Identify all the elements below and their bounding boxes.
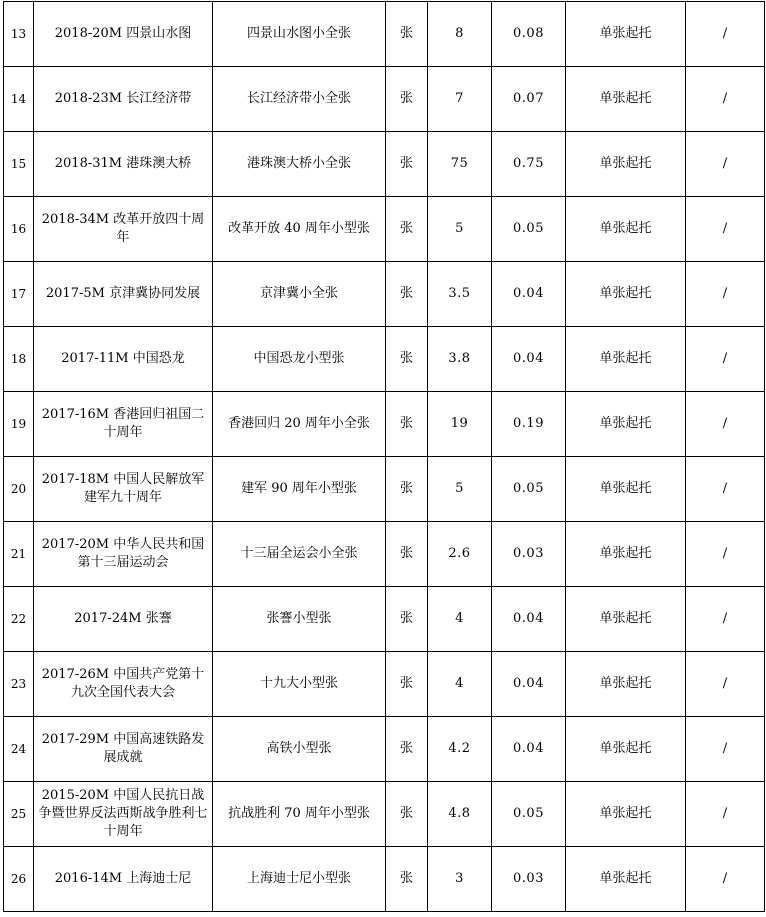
unit-cell: 张 (386, 197, 428, 262)
quantity-cell: 3.8 (428, 327, 492, 392)
issue-name-cell: 2018-20M 四景山水图 (34, 2, 213, 67)
custody-type-cell: 单张起托 (566, 197, 686, 262)
fee-cell: 0.04 (492, 652, 566, 717)
remark-cell: / (686, 327, 765, 392)
table-row (4, 587, 765, 652)
sheet-name-cell: 抗战胜利 70 周年小型张 (213, 782, 386, 847)
table-row (4, 847, 765, 912)
sheet-name-cell: 上海迪士尼小型张 (213, 847, 386, 912)
table-row (4, 262, 765, 327)
table-row (4, 132, 765, 197)
custody-type-cell: 单张起托 (566, 782, 686, 847)
table-row (4, 457, 765, 522)
table-row (4, 717, 765, 782)
quantity-cell: 3.5 (428, 262, 492, 327)
remark-cell: / (686, 392, 765, 457)
issue-name-cell: 2018-34M 改革开放四十周年 (34, 197, 213, 262)
unit-cell: 张 (386, 132, 428, 197)
sheet-name-cell: 香港回归 20 周年小全张 (213, 392, 386, 457)
fee-cell: 0.05 (492, 457, 566, 522)
custody-type-cell: 单张起托 (566, 392, 686, 457)
issue-name-cell: 2016-14M 上海迪士尼 (34, 847, 213, 912)
unit-cell: 张 (386, 587, 428, 652)
row-number-cell: 24 (4, 717, 34, 782)
fee-cell: 0.07 (492, 67, 566, 132)
custody-type-cell: 单张起托 (566, 587, 686, 652)
quantity-cell: 4.2 (428, 717, 492, 782)
quantity-cell: 8 (428, 2, 492, 67)
quantity-cell: 4 (428, 587, 492, 652)
remark-cell: / (686, 197, 765, 262)
remark-cell: / (686, 717, 765, 782)
fee-cell: 0.19 (492, 392, 566, 457)
table-row (4, 652, 765, 717)
remark-cell: / (686, 847, 765, 912)
table-row (4, 392, 765, 457)
fee-cell: 0.05 (492, 782, 566, 847)
custody-type-cell: 单张起托 (566, 262, 686, 327)
row-number-cell: 18 (4, 327, 34, 392)
unit-cell: 张 (386, 652, 428, 717)
unit-cell: 张 (386, 392, 428, 457)
unit-cell: 张 (386, 847, 428, 912)
sheet-name-cell: 十三届全运会小全张 (213, 522, 386, 587)
custody-type-cell: 单张起托 (566, 717, 686, 782)
custody-type-cell: 单张起托 (566, 67, 686, 132)
sheet-name-cell: 高铁小型张 (213, 717, 386, 782)
remark-cell: / (686, 2, 765, 67)
remark-cell: / (686, 132, 765, 197)
custody-type-cell: 单张起托 (566, 847, 686, 912)
stamp-table (3, 1, 765, 912)
row-number-cell: 23 (4, 652, 34, 717)
sheet-name-cell: 四景山水图小全张 (213, 2, 386, 67)
fee-cell: 0.04 (492, 717, 566, 782)
fee-cell: 0.04 (492, 262, 566, 327)
remark-cell: / (686, 67, 765, 132)
fee-cell: 0.05 (492, 197, 566, 262)
row-number-cell: 13 (4, 2, 34, 67)
quantity-cell: 5 (428, 197, 492, 262)
sheet-name-cell: 张謇小型张 (213, 587, 386, 652)
sheet-name-cell: 港珠澳大桥小全张 (213, 132, 386, 197)
quantity-cell: 19 (428, 392, 492, 457)
quantity-cell: 2.6 (428, 522, 492, 587)
remark-cell: / (686, 652, 765, 717)
table-row (4, 197, 765, 262)
fee-cell: 0.04 (492, 327, 566, 392)
custody-type-cell: 单张起托 (566, 132, 686, 197)
issue-name-cell: 2017-11M 中国恐龙 (34, 327, 213, 392)
table-row (4, 782, 765, 847)
custody-type-cell: 单张起托 (566, 457, 686, 522)
issue-name-cell: 2018-31M 港珠澳大桥 (34, 132, 213, 197)
sheet-name-cell: 长江经济带小全张 (213, 67, 386, 132)
fee-cell: 0.75 (492, 132, 566, 197)
row-number-cell: 14 (4, 67, 34, 132)
quantity-cell: 3 (428, 847, 492, 912)
quantity-cell: 4.8 (428, 782, 492, 847)
stamp-table-body (4, 2, 765, 912)
quantity-cell: 7 (428, 67, 492, 132)
remark-cell: / (686, 522, 765, 587)
unit-cell: 张 (386, 327, 428, 392)
row-number-cell: 17 (4, 262, 34, 327)
sheet-name-cell: 建军 90 周年小型张 (213, 457, 386, 522)
row-number-cell: 22 (4, 587, 34, 652)
issue-name-cell: 2017-5M 京津冀协同发展 (34, 262, 213, 327)
custody-type-cell: 单张起托 (566, 652, 686, 717)
quantity-cell: 5 (428, 457, 492, 522)
remark-cell: / (686, 782, 765, 847)
unit-cell: 张 (386, 717, 428, 782)
fee-cell: 0.08 (492, 2, 566, 67)
issue-name-cell: 2017-24M 张謇 (34, 587, 213, 652)
quantity-cell: 4 (428, 652, 492, 717)
row-number-cell: 20 (4, 457, 34, 522)
issue-name-cell: 2015-20M 中国人民抗日战争暨世界反法西斯战争胜利七十周年 (34, 782, 213, 847)
custody-type-cell: 单张起托 (566, 522, 686, 587)
row-number-cell: 25 (4, 782, 34, 847)
unit-cell: 张 (386, 67, 428, 132)
sheet-name-cell: 中国恐龙小型张 (213, 327, 386, 392)
remark-cell: / (686, 457, 765, 522)
row-number-cell: 19 (4, 392, 34, 457)
unit-cell: 张 (386, 262, 428, 327)
sheet-name-cell: 改革开放 40 周年小型张 (213, 197, 386, 262)
issue-name-cell: 2017-18M 中国人民解放军建军九十周年 (34, 457, 213, 522)
unit-cell: 张 (386, 2, 428, 67)
issue-name-cell: 2017-29M 中国高速铁路发展成就 (34, 717, 213, 782)
table-row (4, 67, 765, 132)
table-row (4, 327, 765, 392)
custody-type-cell: 单张起托 (566, 327, 686, 392)
row-number-cell: 15 (4, 132, 34, 197)
unit-cell: 张 (386, 782, 428, 847)
unit-cell: 张 (386, 457, 428, 522)
fee-cell: 0.03 (492, 522, 566, 587)
sheet-name-cell: 十九大小型张 (213, 652, 386, 717)
fee-cell: 0.03 (492, 847, 566, 912)
row-number-cell: 16 (4, 197, 34, 262)
issue-name-cell: 2018-23M 长江经济带 (34, 67, 213, 132)
row-number-cell: 21 (4, 522, 34, 587)
issue-name-cell: 2017-26M 中国共产党第十九次全国代表大会 (34, 652, 213, 717)
custody-type-cell: 单张起托 (566, 2, 686, 67)
remark-cell: / (686, 262, 765, 327)
remark-cell: / (686, 587, 765, 652)
table-row (4, 522, 765, 587)
sheet-name-cell: 京津冀小全张 (213, 262, 386, 327)
issue-name-cell: 2017-16M 香港回归祖国二十周年 (34, 392, 213, 457)
unit-cell: 张 (386, 522, 428, 587)
fee-cell: 0.04 (492, 587, 566, 652)
table-row (4, 2, 765, 67)
quantity-cell: 75 (428, 132, 492, 197)
row-number-cell: 26 (4, 847, 34, 912)
issue-name-cell: 2017-20M 中华人民共和国第十三届运动会 (34, 522, 213, 587)
